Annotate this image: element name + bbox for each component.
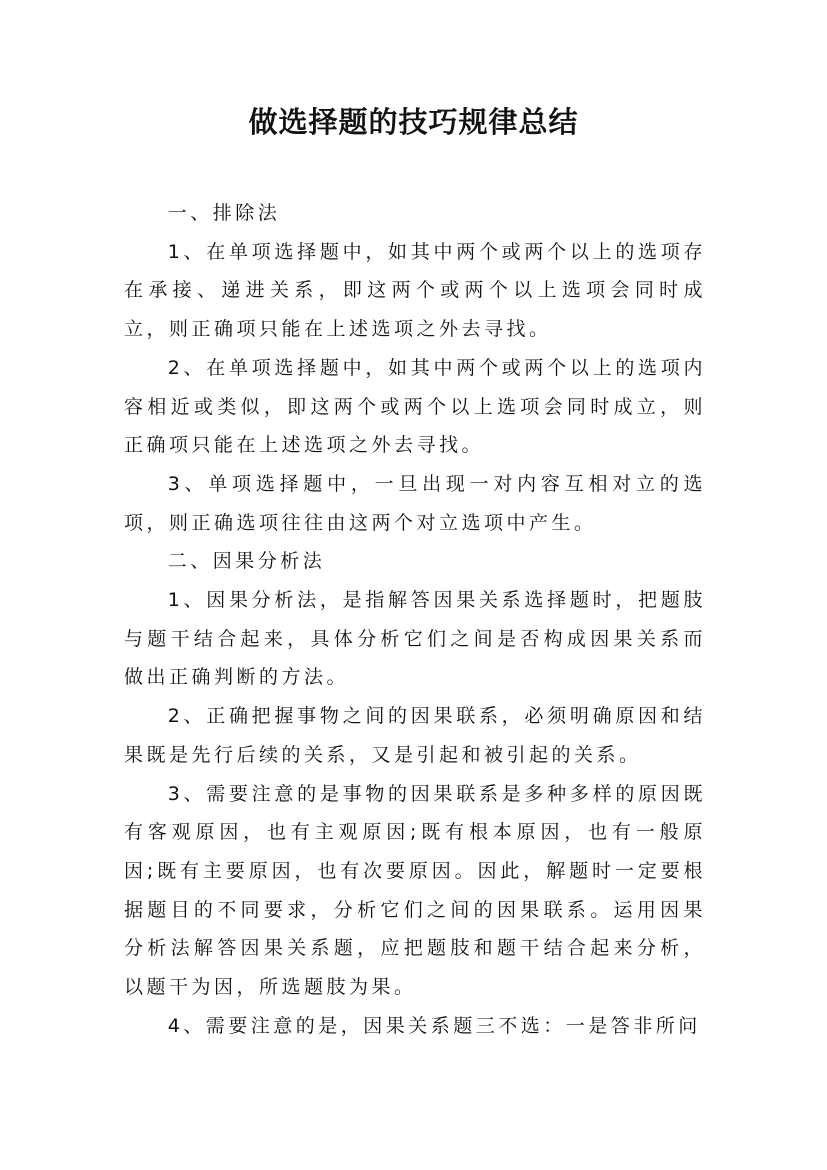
document-title: 做选择题的技巧规律总结 bbox=[248, 105, 579, 139]
paragraph: 2、正确把握事物之间的因果联系，必须明确原因和结果既是先行后续的关系，又是引起和被引起的关系。 bbox=[124, 705, 706, 766]
paragraph: 3、单项选择题中，一旦出现一对内容互相对立的选项，则正确选项往往由这两个对立选项中产生。 bbox=[124, 472, 706, 534]
paragraph: 4、需要注意的是，因果关系题三不选：一是答非所问 bbox=[167, 1014, 701, 1037]
paragraph: 1、在单项选择题中，如其中两个或两个以上的选项存在承接、递进关系，即这两个或两个以上选项会同时成立，则正确项只能在上述选项之外去寻找。 bbox=[124, 240, 706, 341]
document-body bbox=[124, 194, 706, 1045]
paragraph: 1、因果分析法，是指解答因果关系选择题时，把题肢与题干结合起来，具体分析它们之间是否构成因果关系而做出正确判断的方法。 bbox=[124, 589, 706, 689]
section-heading-causal-analysis: 二、因果分析法 bbox=[167, 550, 326, 573]
paragraph: 3、需要注意的是事物的因果联系是多种多样的原因既有客观原因，也有主观原因;既有根本原因，也有一般原因;既有主要原因，也有次要原因。因此，解题时一定要根据题目的不同要求，分析它们之间的因果联系。运用因果分析法解答因果关系题，应把题肢和题干结合起来分析，以题干为因，所选题肢为果。 bbox=[124, 782, 706, 999]
section-heading-elimination: 一、排除法 bbox=[167, 202, 281, 224]
paragraph: 2、在单项选择题中，如其中两个或两个以上的选项内容相近或类似，即这两个或两个以上选项会同时成立，则正确项只能在上述选项之外去寻找。 bbox=[124, 356, 706, 457]
